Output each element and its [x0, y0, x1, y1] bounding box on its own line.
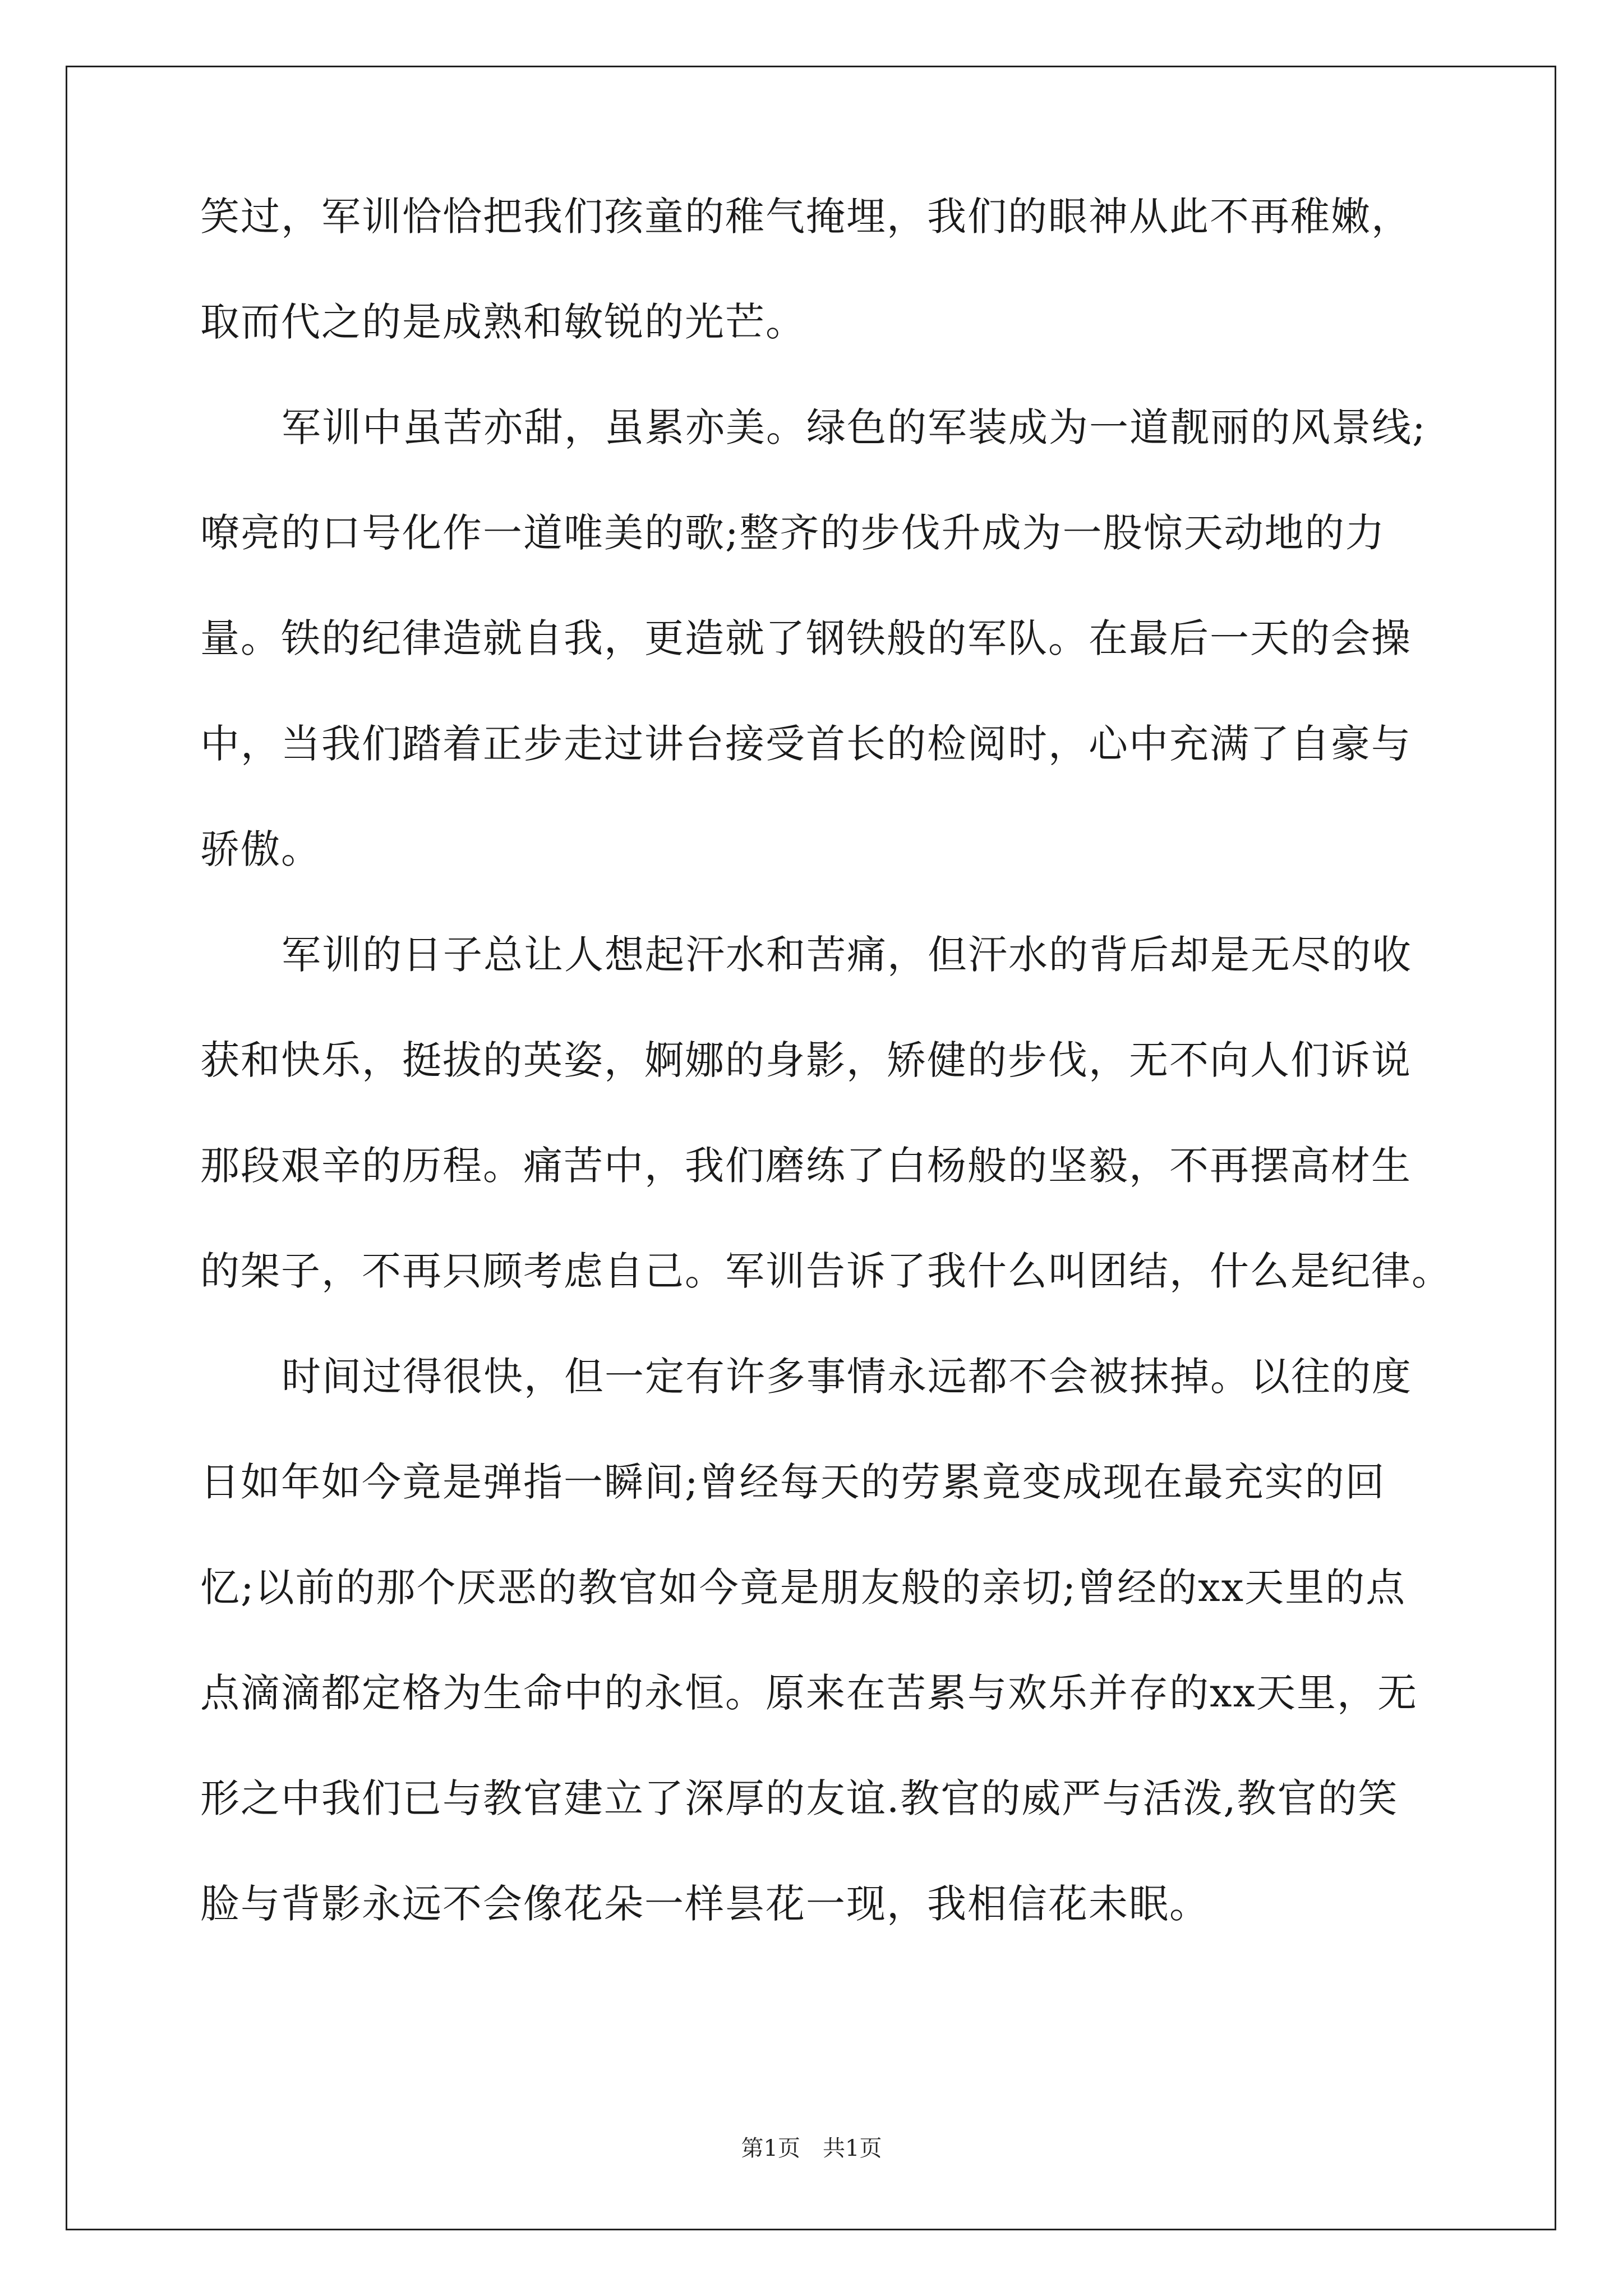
text-line: 时间过得很快，但一定有许多事情永远都不会被抹掉。以往的度	[282, 1354, 1412, 1400]
text-line: 的架子，不再只顾考虑自己。军训告诉了我什么叫团结，什么是纪律。	[200, 1248, 1452, 1294]
text-line: 中，当我们踏着正步走过讲台接受首长的检阅时，心中充满了自豪与	[200, 721, 1412, 767]
text-line: 嘹亮的口号化作一道唯美的歌;整齐的步伐升成为一股惊天动地的力	[200, 510, 1386, 556]
text-line: 笑过，军训恰恰把我们孩童的稚气掩埋，我们的眼神从此不再稚嫩，	[200, 194, 1412, 240]
text-line: 形之中我们已与教官建立了深厚的友谊.教官的威严与活泼,教官的笑	[200, 1775, 1399, 1821]
text-line: 获和快乐，挺拔的英姿，婀娜的身影，矫健的步伐，无不向人们诉说	[200, 1037, 1412, 1083]
page-total: 共1页	[823, 2136, 882, 2161]
text-line: 量。铁的纪律造就自我，更造就了钢铁般的军队。在最后一天的会操	[200, 615, 1412, 661]
text-line: 骄傲。	[200, 826, 321, 872]
text-line: 军训中虽苦亦甜，虽累亦美。绿色的军装成为一道靓丽的风景线;	[282, 404, 1427, 450]
text-line: 脸与背影永远不会像花朵一样昙花一现，我相信花未眠。	[200, 1881, 1210, 1927]
text-line: 点滴滴都定格为生命中的永恒。原来在苦累与欢乐并存的xx天里，无	[200, 1670, 1418, 1716]
text-line: 取而代之的是成熟和敏锐的光芒。	[200, 299, 806, 345]
text-line: 军训的日子总让人想起汗水和苦痛，但汗水的背后却是无尽的收	[282, 932, 1412, 978]
text-line: 日如年如今竟是弹指一瞬间;曾经每天的劳累竟变成现在最充实的回	[200, 1459, 1386, 1505]
document-body	[200, 191, 1452, 1984]
text-line: 那段艰辛的历程。痛苦中，我们磨练了白杨般的坚毅，不再摆高材生	[200, 1143, 1412, 1189]
page-footer	[0, 2132, 1623, 2165]
page-number: 第1页	[741, 2136, 800, 2161]
text-line: 忆;以前的那个厌恶的教官如今竟是朋友般的亲切;曾经的xx天里的点	[200, 1565, 1407, 1611]
